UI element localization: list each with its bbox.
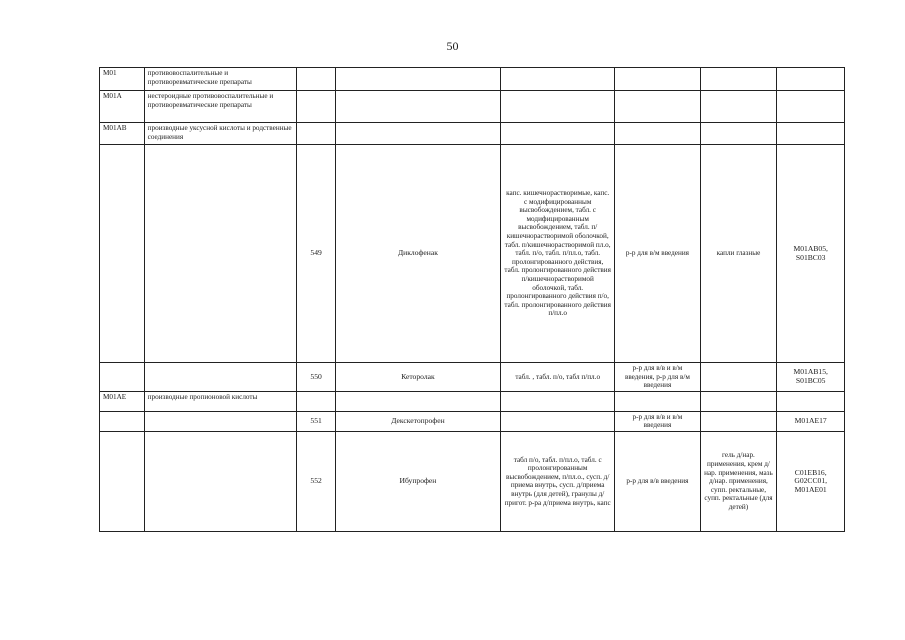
atc-code-cell: M01AB15, S01BC05 <box>777 363 845 392</box>
table-row <box>100 123 845 145</box>
other-forms-cell <box>700 123 777 145</box>
atc-group-code-cell: M01AB <box>100 123 145 145</box>
drug-name-cell: Диклофенак <box>335 145 500 363</box>
drug-name-cell: Ибупрофен <box>335 431 500 531</box>
table-row <box>100 431 845 531</box>
other-forms-cell <box>700 91 777 123</box>
number-cell: 550 <box>297 363 335 392</box>
other-forms-cell <box>700 68 777 91</box>
atc-code-cell: M01AB05, S01BC03 <box>777 145 845 363</box>
drug-name-cell: Декскетопрофен <box>335 411 500 431</box>
number-cell: 551 <box>297 411 335 431</box>
table-row <box>100 91 845 123</box>
oral-forms-cell <box>501 391 615 411</box>
atc-code-cell <box>777 391 845 411</box>
number-cell <box>297 68 335 91</box>
atc-code-cell: C01EB16, G02CC01, M01AE01 <box>777 431 845 531</box>
page-number: 50 <box>446 39 459 53</box>
atc-group-code-cell <box>100 363 145 392</box>
group-name-cell: противовоспалительные и противоревматические препараты <box>144 68 297 91</box>
oral-forms-cell <box>501 68 615 91</box>
group-name-cell: нестероидные противовоспалительные и противоревматические препараты <box>144 91 297 123</box>
drug-name-cell <box>335 68 500 91</box>
injection-forms-cell <box>615 68 700 91</box>
other-forms-cell <box>700 391 777 411</box>
oral-forms-cell <box>501 123 615 145</box>
other-forms-cell <box>700 411 777 431</box>
atc-code-cell: M01AE17 <box>777 411 845 431</box>
atc-code-cell <box>777 91 845 123</box>
other-forms-cell: капли глазные <box>700 145 777 363</box>
injection-forms-cell <box>615 123 700 145</box>
drug-name-cell <box>335 391 500 411</box>
number-cell <box>297 391 335 411</box>
injection-forms-cell: р-р для в/в и в/м введения, р-р для в/м введения <box>615 363 700 392</box>
number-cell: 549 <box>297 145 335 363</box>
injection-forms-cell <box>615 91 700 123</box>
drug-table <box>99 67 845 532</box>
oral-forms-cell <box>501 411 615 431</box>
atc-code-cell <box>777 68 845 91</box>
table-row <box>100 145 845 363</box>
other-forms-cell: гель д/нар. применения, крем д/нар. применения, мазь д/нар. применения, супп. ректальные, супп. ректальные (для детей) <box>700 431 777 531</box>
group-name-cell <box>144 431 297 531</box>
other-forms-cell <box>700 363 777 392</box>
atc-group-code-cell: M01A <box>100 91 145 123</box>
group-name-cell: производные пропионовой кислоты <box>144 391 297 411</box>
drug-name-cell <box>335 123 500 145</box>
drug-name-cell: Кеторолак <box>335 363 500 392</box>
atc-group-code-cell: M01AE <box>100 391 145 411</box>
atc-group-code-cell: M01 <box>100 68 145 91</box>
injection-forms-cell: р-р для в/м введения <box>615 145 700 363</box>
injection-forms-cell <box>615 391 700 411</box>
oral-forms-cell: табл п/о, табл. п/пл.о, табл. с пролонгированным высвобождением, п/пл.о., сусп. д/приема внутрь, сусп. д/приема внутрь (для детей), гранулы д/пригот. р-ра д/приема внутрь, капс <box>501 431 615 531</box>
table-row <box>100 411 845 431</box>
drug-name-cell <box>335 91 500 123</box>
atc-code-cell <box>777 123 845 145</box>
group-name-cell <box>144 411 297 431</box>
number-cell <box>297 91 335 123</box>
table-row <box>100 363 845 392</box>
table-row <box>100 391 845 411</box>
oral-forms-cell <box>501 91 615 123</box>
number-cell: 552 <box>297 431 335 531</box>
atc-group-code-cell <box>100 145 145 363</box>
atc-group-code-cell <box>100 411 145 431</box>
group-name-cell <box>144 145 297 363</box>
atc-group-code-cell <box>100 431 145 531</box>
table-row <box>100 68 845 91</box>
injection-forms-cell: р-р для в/в введения <box>615 431 700 531</box>
group-name-cell <box>144 363 297 392</box>
injection-forms-cell: р-р для в/в и в/м введения <box>615 411 700 431</box>
oral-forms-cell: капс. кишечнорастворимые, капс. с модифицированным высвобождением, табл. с модифицированным высвобождением, табл. п/кишечнорастворимой оболочкой, табл. п/кишечнорастворимой пл.о, табл. п/о, табл. п/пл.о, табл. пролонгированного действия, табл. пролонгированного действия п/кишечнорастворимой оболочкой, табл. пролонгированного действия п/о, табл. пролонгированного действия п/пл.о <box>501 145 615 363</box>
group-name-cell: производные уксусной кислоты и родственные соединения <box>144 123 297 145</box>
oral-forms-cell: табл. , табл. п/о, табл п/пл.о <box>501 363 615 392</box>
number-cell <box>297 123 335 145</box>
